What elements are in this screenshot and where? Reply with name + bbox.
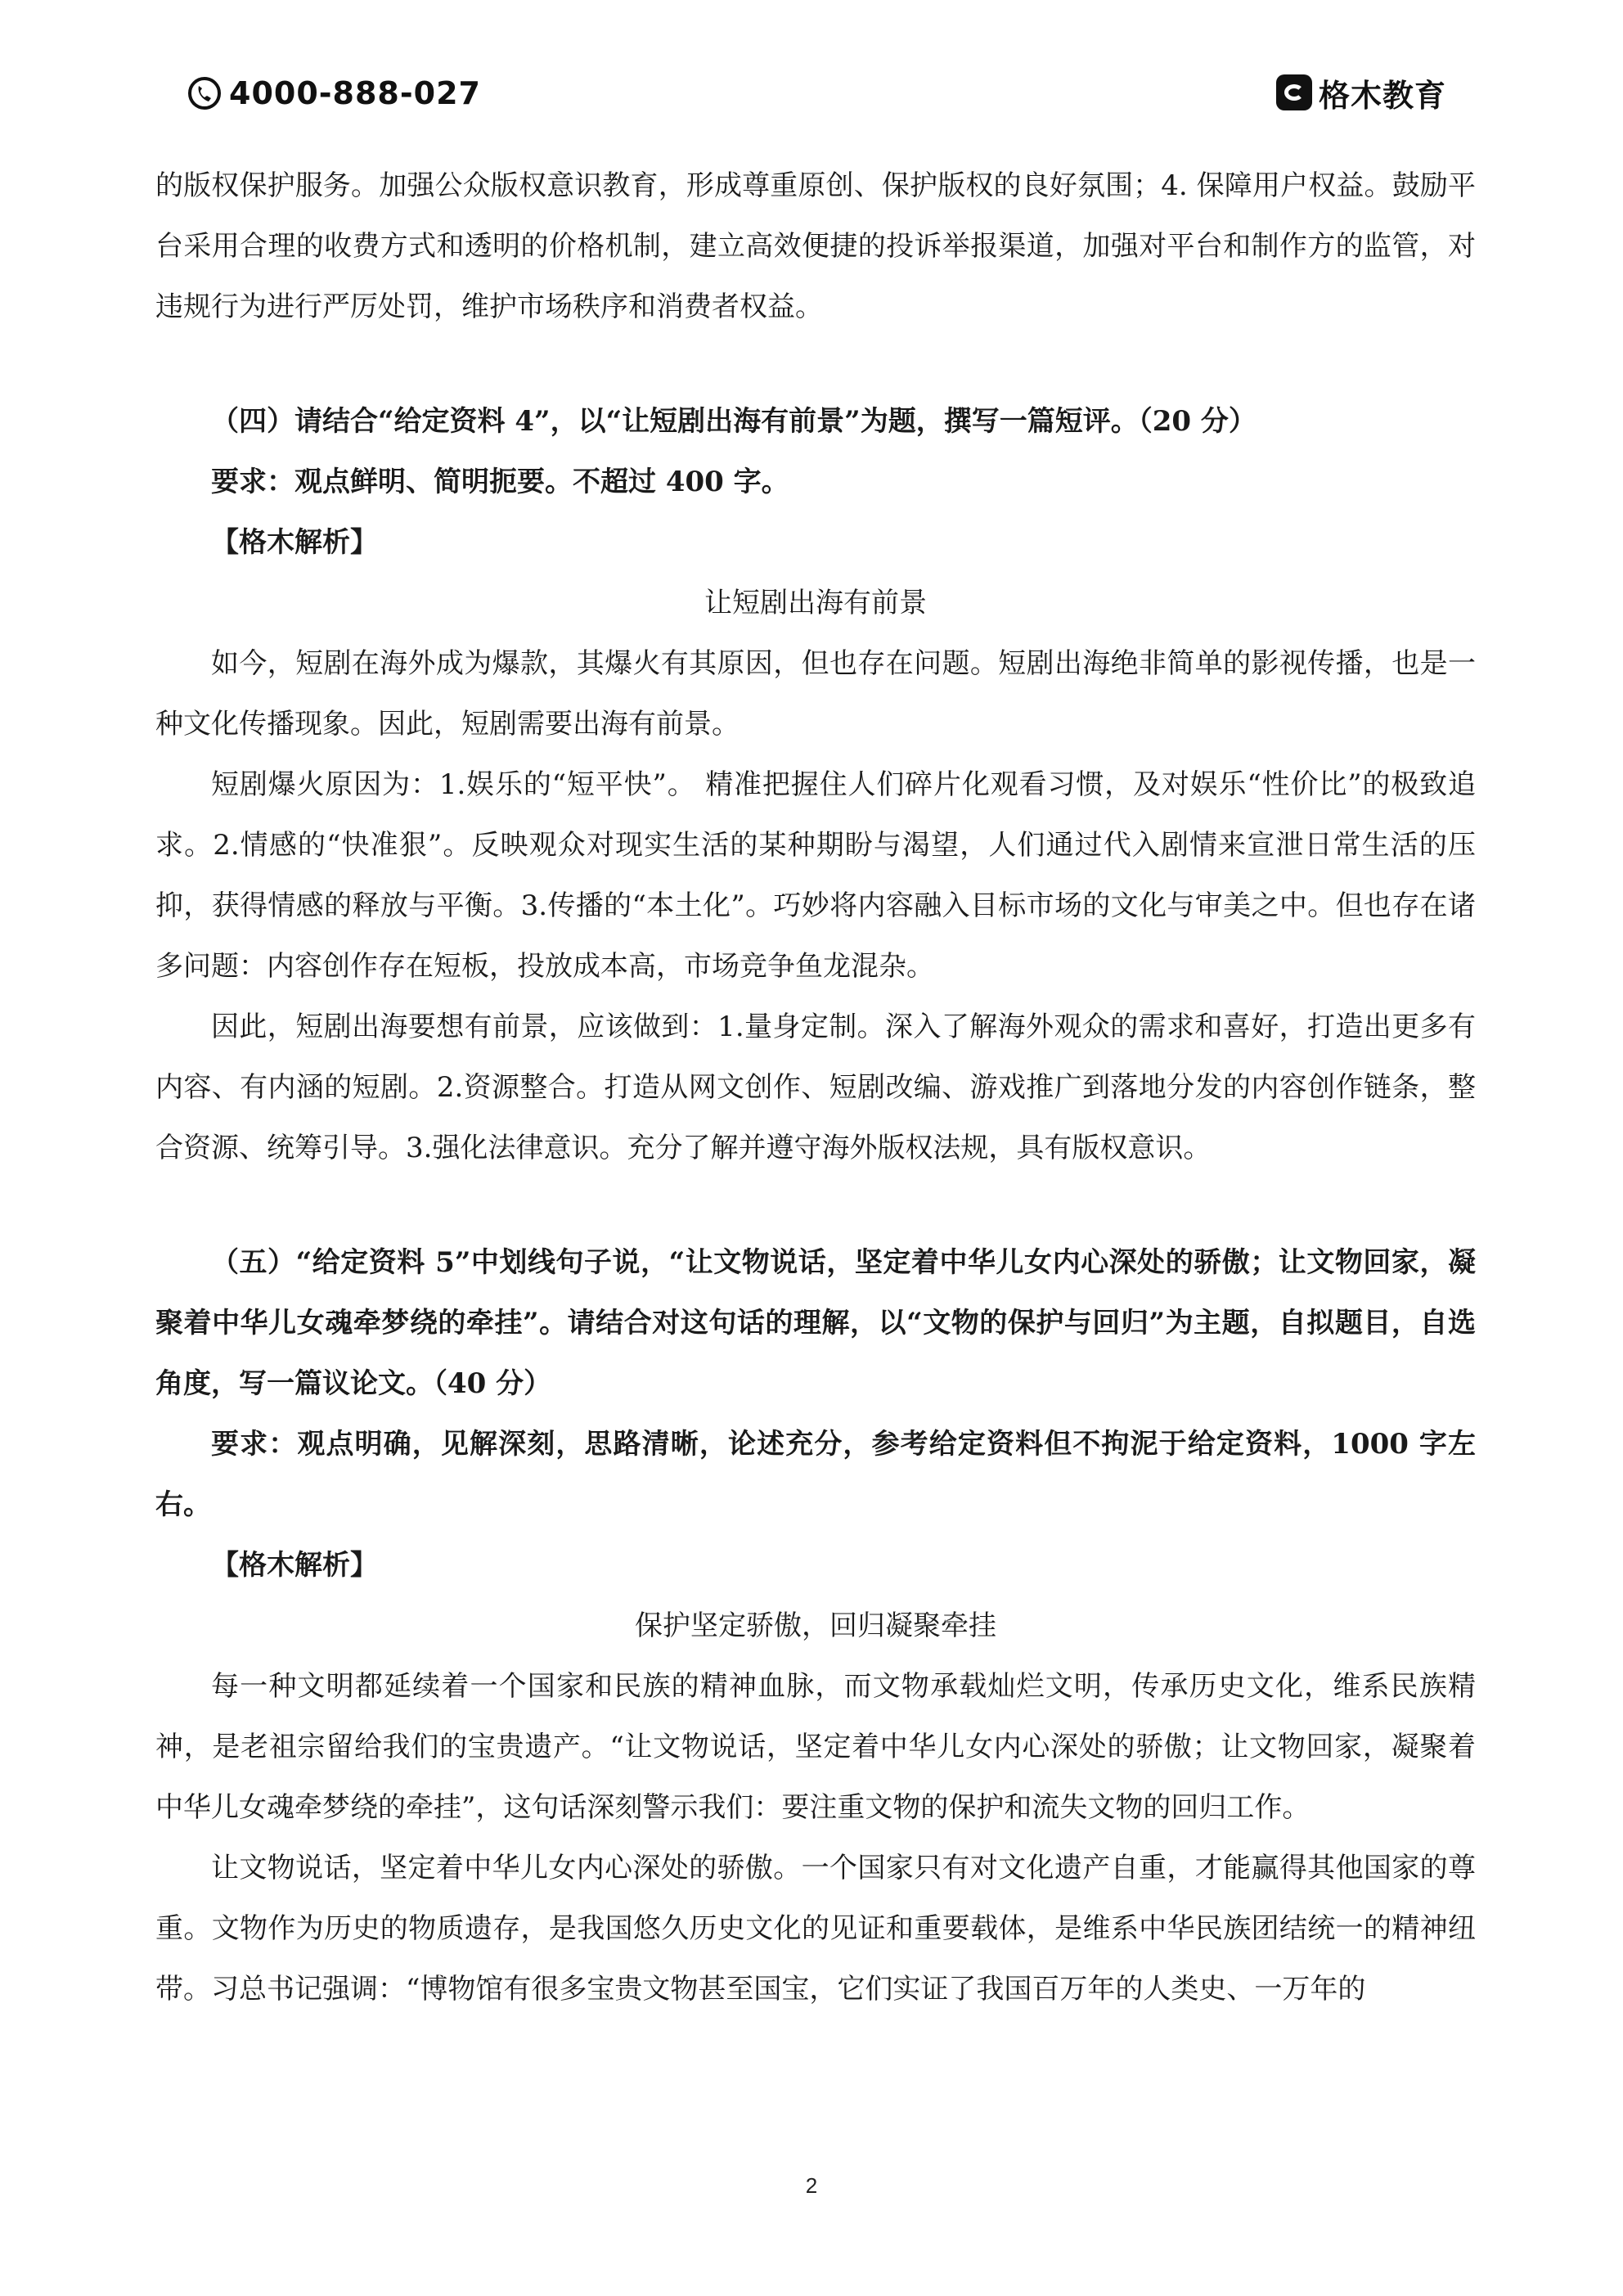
phone-number: 4000-888-027 xyxy=(229,75,481,111)
question-4-requirement: 要求：观点鲜明、简明扼要。不超过 400 字。 xyxy=(211,466,789,498)
question-5: （五）“给定资料 5”中划线句子说，“让文物说话，坚定着中华儿女内心深处的骄傲；让文物回家，凝聚着中华儿女魂牵梦绕的牵挂”。请结合对这句话的理解，以“文物的保护与回归”为主题，自拟题目，自选角度，写一篇议论文。（40 分） xyxy=(155,1246,1476,1400)
phone-icon xyxy=(187,75,223,111)
essay-4-paragraph-2: 短剧爆火原因为：1.娱乐的“短平快”。 精准把握住人们碎片化观看习惯，及对娱乐“性价比”的极致追求。2.情感的“快准狠”。反映观众对现实生活的某种期盼与渴望，人们通过代入剧情来宣泄日常生活的压抑，获得情感的释放与平衡。3.传播的“本土化”。巧妙将内容融入目标市场的文化与审美之中。但也存在诸多问题：内容创作存在短板，投放成本高，市场竞争鱼龙混杂。 xyxy=(155,768,1476,983)
document-body xyxy=(155,155,1476,2019)
essay-title-5: 保护坚定骄傲，回归凝聚牵挂 xyxy=(635,1609,996,1642)
essay-5-paragraph-1: 每一种文明都延续着一个国家和民族的精神血脉，而文物承载灿烂文明，传承历史文化，维系民族精神，是老祖宗留给我们的宝贵遗产。“让文物说话，坚定着中华儿女内心深处的骄傲；让文物回家，凝聚着中华儿女魂牵梦绕的牵挂”，这句话深刻警示我们：要注重文物的保护和流失文物的回归工作。 xyxy=(155,1670,1476,1824)
page-header xyxy=(0,0,1623,139)
brand-logo xyxy=(1276,70,1446,115)
question-4: （四）请结合“给定资料 4”，以“让短剧出海有前景”为题，撰写一篇短评。（20 分） xyxy=(211,405,1257,438)
hotline xyxy=(187,74,481,113)
essay-5-paragraph-2: 让文物说话，坚定着中华儿女内心深处的骄傲。一个国家只有对文化遗产自重，才能赢得其他国家的尊重。文物作为历史的物质遗存，是我国悠久历史文化的见证和重要载体，是维系中华民族团结统一的精神纽带。习总书记强调：“博物馆有很多宝贵文物甚至国宝，它们实证了我国百万年的人类史、一万年的 xyxy=(155,1852,1476,2006)
page-number: 2 xyxy=(805,2173,818,2198)
essay-4-paragraph-3: 因此，短剧出海要想有前景，应该做到：1.量身定制。深入了解海外观众的需求和喜好，打造出更多有内容、有内涵的短剧。2.资源整合。打造从网文创作、短剧改编、游戏推广到落地分发的内容创作链条，整合资源、统筹引导。3.强化法律意识。充分了解并遵守海外版权法规，具有版权意识。 xyxy=(155,1011,1476,1164)
essay-4-paragraph-1: 如今，短剧在海外成为爆款，其爆火有其原因，但也存在问题。短剧出海绝非简单的影视传播，也是一种文化传播现象。因此，短剧需要出海有前景。 xyxy=(155,647,1476,741)
essay-title-4: 让短剧出海有前景 xyxy=(704,587,927,619)
brand-name: 格木教育 xyxy=(1319,77,1447,114)
analysis-label-4: 【格木解析】 xyxy=(211,526,378,559)
geemu-logo-icon xyxy=(1276,74,1312,110)
question-5-requirement: 要求：观点明确，见解深刻，思路清晰，论述充分，参考给定资料但不拘泥于给定资料，1000 字左右。 xyxy=(155,1428,1476,1521)
analysis-label-5: 【格木解析】 xyxy=(211,1549,378,1582)
paragraph-continued: 的版权保护服务。加强公众版权意识教育，形成尊重原创、保护版权的良好氛围；4. 保障用户权益。鼓励平台采用合理的收费方式和透明的价格机制，建立高效便捷的投诉举报渠道，加强对平台和制作方的监管，对违规行为进行严厉处罚，维护市场秩序和消费者权益。 xyxy=(155,169,1476,323)
